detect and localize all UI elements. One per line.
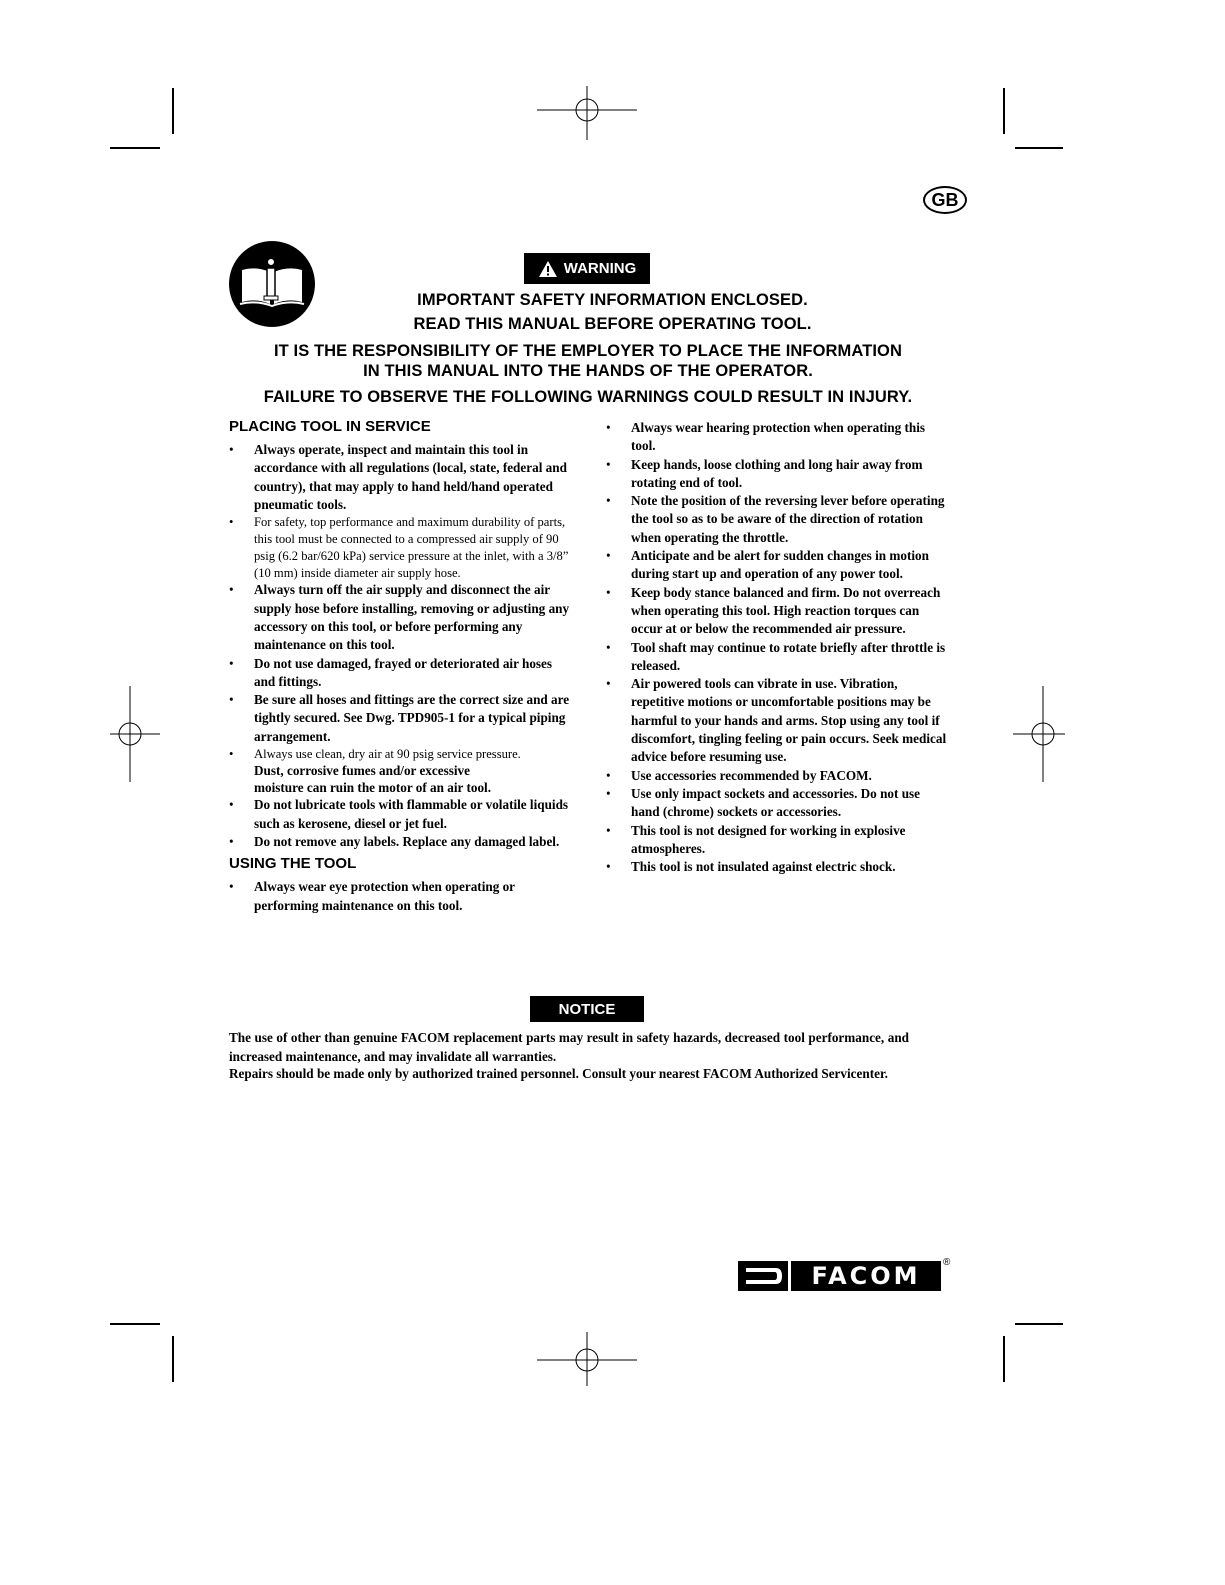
facom-logo	[738, 1257, 951, 1293]
crop-mark	[110, 147, 160, 149]
using-tool-list	[229, 878, 574, 915]
crop-mark	[172, 1336, 174, 1382]
registration-mark-left	[110, 686, 160, 782]
facom-logo-mark	[738, 1261, 951, 1293]
list-item	[229, 746, 574, 796]
list-item: • Be sure all hoses and fittings are the correct size and are tightly secured. See Dwg. TPD905-1 for a typical piping arrangement.	[229, 691, 574, 746]
list-item: • For safety, top performance and maximum durability of parts, this tool must be connected to a compressed air supply of 90 psig (6.2 bar/620 kPa) service pressure at the inlet, with a 3/8” (10 mm) inside diameter air supply hose.	[229, 514, 574, 581]
list-item: • Use only impact sockets and accessories. Do not use hand (chrome) sockets or accessories.	[606, 785, 951, 822]
registration-mark-right	[1013, 686, 1065, 782]
placing-tool-list	[229, 441, 574, 851]
warning-label	[524, 253, 650, 284]
headline-line-1: IMPORTANT SAFETY INFORMATION ENCLOSED.	[417, 291, 808, 309]
notice-label: NOTICE	[530, 996, 644, 1022]
crop-mark	[110, 1323, 160, 1325]
crop-mark	[1015, 1323, 1063, 1325]
list-item: • Always turn off the air supply and disconnect the air supply hose before installing, removing or adjusting any accessory on this tool, or before performing any maintenance on this tool.	[229, 581, 574, 654]
list-item: • Do not use damaged, frayed or deteriorated air hoses and fittings.	[229, 655, 574, 692]
list-item: • Use accessories recommended by FACOM.	[606, 767, 951, 785]
crop-mark	[1003, 1336, 1005, 1382]
using-tool-list-continued	[606, 419, 951, 876]
list-item: • Keep hands, loose clothing and long hair away from rotating end of tool.	[606, 456, 951, 493]
registration-mark-bottom	[537, 1332, 637, 1386]
list-item: • Always wear hearing protection when operating this tool.	[606, 419, 951, 456]
list-item: • Tool shaft may continue to rotate briefly after throttle is released.	[606, 639, 951, 676]
list-item-bold-text: moisture can ruin the motor of an air tool.	[254, 779, 491, 795]
warning-label-text: WARNING	[563, 260, 637, 277]
list-item: • Note the position of the reversing lever before operating the tool so as to be aware of the direction of rotation when operating the throttle.	[606, 492, 951, 547]
headline-line-3: IT IS THE RESPONSIBILITY OF THE EMPLOYER TO PLACE THE INFORMATION	[273, 342, 903, 360]
list-item: • Anticipate and be alert for sudden changes in motion during start up and operation of any power tool.	[606, 547, 951, 584]
left-column	[229, 418, 574, 915]
list-item: • Air powered tools can vibrate in use. Vibration, repetitive motions or uncomfortable positions may be harmful to your hands and arms. Stop using any tool if discomfort, tingling feeling or pain occurs. Seek medical advice before resuming use.	[606, 675, 951, 766]
list-item: • This tool is not designed for working in explosive atmospheres.	[606, 822, 951, 859]
list-item: • Do not lubricate tools with flammable or volatile liquids such as kerosene, diesel or jet fuel.	[229, 796, 574, 833]
registered-mark: ®	[943, 1257, 951, 1268]
brand-text: FACOM	[811, 1262, 921, 1290]
language-badge: GB	[923, 186, 967, 214]
headline-line-5: FAILURE TO OBSERVE THE FOLLOWING WARNINGS COULD RESULT IN INJURY.	[263, 388, 913, 406]
list-item: • This tool is not insulated against electric shock.	[606, 858, 951, 876]
notice-paragraph-1: The use of other than genuine FACOM replacement parts may result in safety hazards, decreased tool performance, and increased maintenance, and may invalidate all warranties.	[229, 1030, 909, 1064]
crop-mark	[1003, 88, 1005, 134]
headline-line-2: READ THIS MANUAL BEFORE OPERATING TOOL.	[413, 315, 812, 333]
list-item-plain-text: Always use clean, dry air at 90 psig service pressure.	[254, 747, 521, 762]
crop-mark	[1015, 147, 1063, 149]
crop-mark	[172, 88, 174, 134]
list-item: • Keep body stance balanced and firm. Do not overreach when operating this tool. High reaction torques can occur at or below the recommended air pressure.	[606, 584, 951, 639]
list-item: • Do not remove any labels. Replace any damaged label.	[229, 833, 574, 851]
placing-tool-heading: PLACING TOOL IN SERVICE	[229, 418, 431, 435]
list-item-bold-text: Dust, corrosive fumes and/or excessive	[254, 762, 470, 778]
notice-paragraph-2: Repairs should be made only by authorized trained personnel. Consult your nearest FACOM Authorized Servicenter.	[229, 1066, 888, 1081]
headline-line-4: IN THIS MANUAL INTO THE HANDS OF THE OPERATOR.	[363, 362, 813, 380]
warning-triangle-icon	[538, 260, 558, 278]
registration-mark-top	[537, 86, 637, 140]
using-tool-heading: USING THE TOOL	[229, 855, 357, 873]
list-item: • Always wear eye protection when operating or performing maintenance on this tool.	[229, 878, 574, 915]
right-column	[606, 419, 951, 876]
list-item: • Always operate, inspect and maintain this tool in accordance with all regulations (local, state, federal and country), that may apply to hand held/hand operated pneumatic tools.	[229, 441, 574, 514]
